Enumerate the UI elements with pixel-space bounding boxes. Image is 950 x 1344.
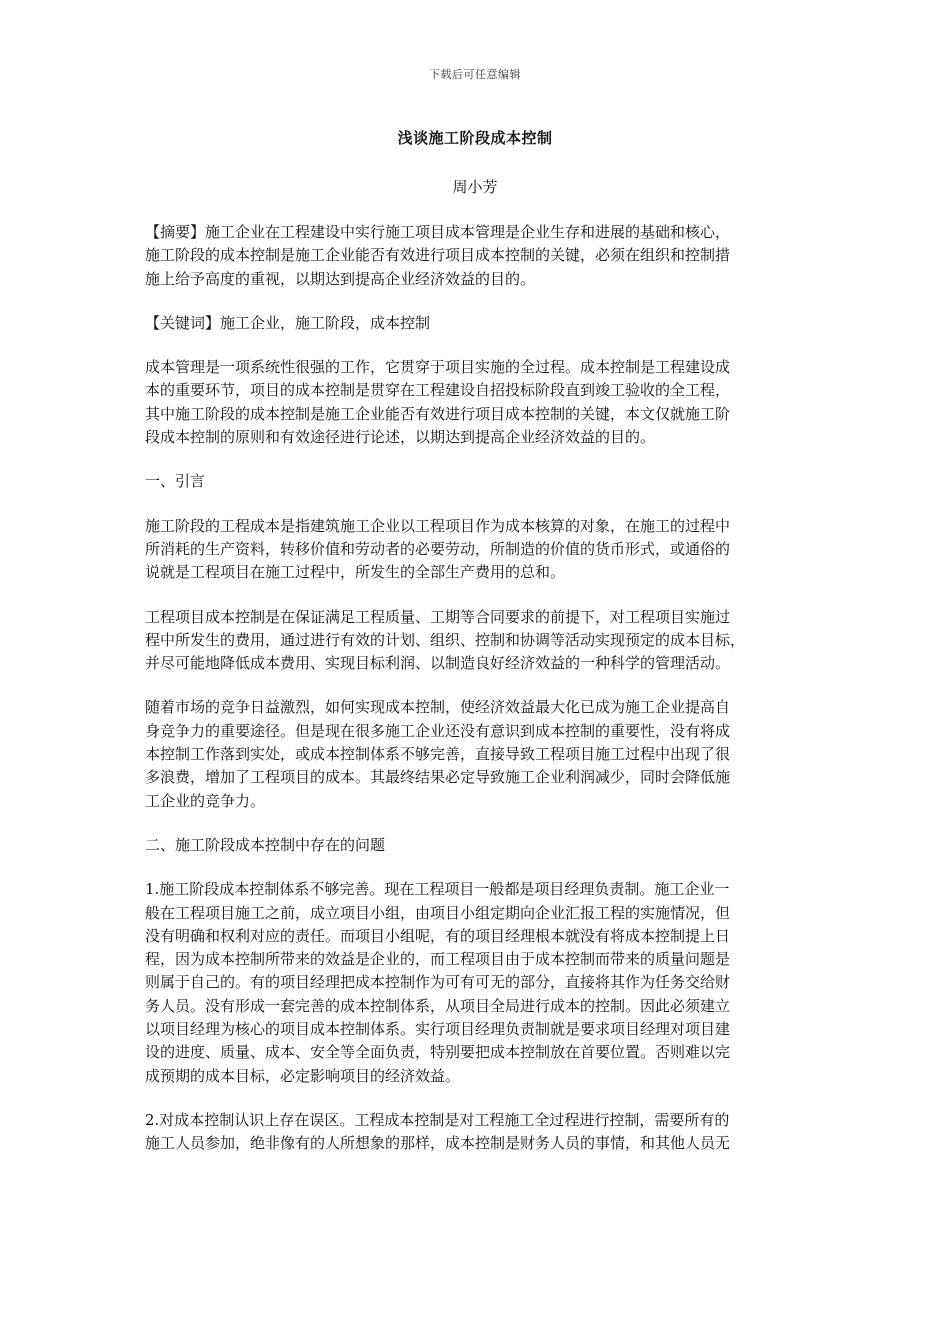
text-line: 施上给予高度的重视，以期达到提高企业经济效益的目的。 [145,269,536,288]
text-line: 施工阶段的成本控制是施工企业能否有效进行项目成本控制的关键，必须在组织和控制措 [145,246,731,265]
text-line: 工企业的竞争力。 [145,791,266,810]
intro-paragraph [145,356,809,449]
text-line: 务人员。没有形成一套完善的成本控制体系，从项目全局进行成本的控制。因此必须建立 [145,996,731,1015]
text-line: 程中所发生的费用，通过进行有效的计划、组织、控制和协调等活动实现预定的成本目标， [145,630,746,649]
article-body [145,221,809,1177]
text-line: 本的重要环节，项目的成本控制是贯穿在工程建设自招投标阶段直到竣工验收的全工程， [145,381,731,400]
text-line: 成本管理是一项系统性很强的工作，它贯穿于项目实施的全过程。成本控制是工程建设成 [145,358,731,377]
text-line: 二、施工阶段成本控制中存在的问题 [145,835,386,854]
text-line: 成预期的成本目标，必定影响项目的经济效益。 [145,1066,461,1085]
text-line: 【关键词】施工企业，施工阶段，成本控制 [145,313,431,332]
section-heading-problems [145,834,809,857]
text-line: 说就是工程项目在施工过程中，所发生的全部生产费用的总和。 [145,563,566,582]
article-author: 周小芳 [452,178,498,196]
text-line: 程，因为成本控制所带来的效益是企业的，而工程项目由于成本控制而带来的质量问题是 [145,950,731,969]
text-line: 以项目经理为核心的项目成本控制体系。实行项目经理负责制就是要求项目经理对项目建 [145,1020,731,1039]
text-line: 1.施工阶段成本控制体系不够完善。现在工程项目一般都是项目经理负责制。施工企业一 [145,880,730,899]
header-note: 下载后可任意编辑 [429,68,521,81]
text-line: 一、引言 [145,472,206,491]
text-line: 多浪费，增加了工程项目的成本。其最终结果必定导致施工企业利润减少，同时会降低施 [145,768,731,787]
body-paragraph [145,606,809,676]
text-line: 身竞争力的重要途径。但是现在很多施工企业还没有意识到成本控制的重要性，没有将成 [145,721,731,740]
text-line: 设的进度、质量、成本、安全等全面负责，特别要把成本控制放在首要位置。否则难以完 [145,1043,731,1062]
text-line: 工程项目成本控制是在保证满足工程质量、工期等合同要求的前提下，对工程项目实施过 [145,607,731,626]
problem-item-1 [145,878,809,1088]
article-title: 浅谈施工阶段成本控制 [397,129,553,147]
abstract-paragraph [145,221,809,291]
section-heading-introduction [145,470,809,493]
text-line: 所消耗的生产资料，转移价值和劳动者的必要劳动，所制造的价值的货币形式，或通俗的 [145,539,731,558]
body-paragraph [145,696,809,812]
keywords-paragraph [145,312,809,335]
body-paragraph [145,515,809,585]
text-line: 般在工程项目施工之前，成立项目小组，由项目小组定期向企业汇报工程的实施情况，但 [145,903,731,922]
text-line: 【摘要】施工企业在工程建设中实行施工项目成本管理是企业生存和进展的基础和核心， [145,223,731,241]
text-line: 施工阶段的工程成本是指建筑施工企业以工程项目作为成本核算的对象，在施工的过程中 [145,516,731,535]
problem-item-2 [145,1109,809,1156]
text-line: 段成本控制的原则和有效途径进行论述，以期达到提高企业经济效益的目的。 [145,428,656,447]
text-line: 本控制工作落到实处，或成本控制体系不够完善，直接导致工程项目施工过程中出现了很 [145,745,731,764]
text-line: 其中施工阶段的成本控制是施工企业能否有效进行项目成本控制的关键，本文仅就施工阶 [145,404,731,423]
text-line: 随着市场的竞争日益激烈，如何实现成本控制，使经济效益最大化已成为施工企业提高自 [145,698,731,717]
text-line: 2.对成本控制认识上存在误区。工程成本控制是对工程施工全过程进行控制，需要所有的 [145,1110,730,1129]
text-line: 施工人员参加，绝非像有的人所想象的那样，成本控制是财务人员的事情，和其他人员无 [145,1134,731,1153]
text-line: 没有明确和权利对应的责任。而项目小组呢，有的项目经理根本就没有将成本控制提上日 [145,926,731,945]
text-line: 则属于自己的。有的项目经理把成本控制作为可有可无的部分，直接将其作为任务交给财 [145,973,731,992]
text-line: 并尽可能地降低成本费用、实现目标利润、以制造良好经济效益的一种科学的管理活动。 [145,654,731,673]
